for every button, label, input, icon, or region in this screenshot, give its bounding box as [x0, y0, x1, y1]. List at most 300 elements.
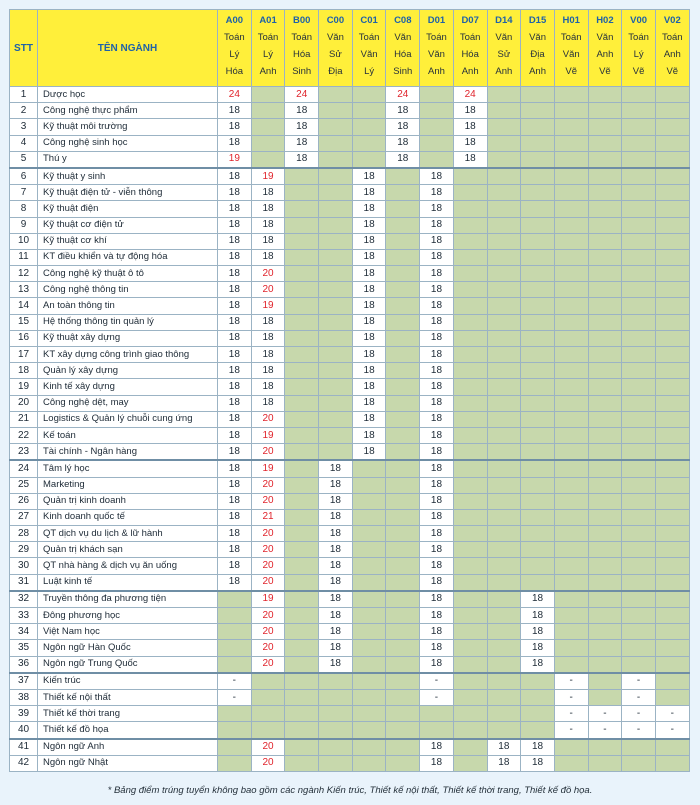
major-name: Quản trị khách sạn — [38, 542, 218, 558]
combo-header-d14 — [487, 10, 521, 87]
empty-cell — [285, 217, 319, 233]
empty-cell — [420, 135, 454, 151]
empty-cell — [453, 233, 487, 249]
empty-cell — [622, 217, 656, 233]
row-number: 33 — [10, 608, 38, 624]
score-cell: 18 — [251, 185, 285, 201]
score-cell: 18 — [251, 201, 285, 217]
score-cell: - — [655, 722, 689, 739]
empty-cell — [521, 395, 555, 411]
table-row — [10, 542, 690, 558]
empty-cell — [352, 755, 386, 771]
empty-cell — [352, 477, 386, 493]
empty-cell — [622, 608, 656, 624]
score-cell: 18 — [319, 526, 353, 542]
score-cell: 20 — [251, 493, 285, 509]
empty-cell — [319, 411, 353, 427]
combo-header-v00 — [622, 10, 656, 87]
empty-cell — [521, 558, 555, 574]
score-cell: 18 — [420, 656, 454, 673]
empty-cell — [285, 624, 319, 640]
empty-cell — [285, 314, 319, 330]
empty-cell — [386, 217, 420, 233]
empty-cell — [655, 330, 689, 346]
score-cell: 24 — [386, 87, 420, 103]
empty-cell — [622, 460, 656, 477]
empty-cell — [487, 395, 521, 411]
empty-cell — [655, 347, 689, 363]
score-cell: 18 — [352, 444, 386, 461]
empty-cell — [554, 591, 588, 608]
score-cell: - — [655, 706, 689, 722]
combo-header-d15 — [521, 10, 555, 87]
score-cell: 18 — [420, 168, 454, 185]
empty-cell — [453, 395, 487, 411]
empty-cell — [487, 509, 521, 525]
empty-cell — [218, 656, 252, 673]
empty-cell — [655, 282, 689, 298]
row-number: 6 — [10, 168, 38, 185]
empty-cell — [622, 249, 656, 265]
empty-cell — [453, 673, 487, 690]
empty-cell — [655, 509, 689, 525]
empty-cell — [487, 249, 521, 265]
combo-subject: Lý — [364, 66, 375, 77]
score-cell: 18 — [319, 477, 353, 493]
score-cell: 18 — [251, 314, 285, 330]
empty-cell — [622, 135, 656, 151]
empty-cell — [521, 298, 555, 314]
score-cell: 18 — [420, 201, 454, 217]
score-cell: 18 — [420, 591, 454, 608]
empty-cell — [622, 656, 656, 673]
empty-cell — [420, 722, 454, 739]
empty-cell — [521, 103, 555, 119]
empty-cell — [655, 135, 689, 151]
major-name: Kỹ thuật môi trường — [38, 119, 218, 135]
row-number: 35 — [10, 640, 38, 656]
score-cell: 18 — [218, 542, 252, 558]
score-cell: 18 — [218, 266, 252, 282]
major-name: Công nghệ thông tin — [38, 282, 218, 298]
row-number: 13 — [10, 282, 38, 298]
table-row — [10, 185, 690, 201]
table-row — [10, 363, 690, 379]
empty-cell — [285, 363, 319, 379]
empty-cell — [285, 395, 319, 411]
row-number: 41 — [10, 739, 38, 756]
empty-cell — [319, 395, 353, 411]
score-cell: 18 — [352, 185, 386, 201]
score-cell: 18 — [420, 574, 454, 591]
empty-cell — [554, 460, 588, 477]
score-cell: - — [622, 722, 656, 739]
empty-cell — [386, 673, 420, 690]
combo-subject: Anh — [529, 66, 546, 77]
empty-cell — [352, 640, 386, 656]
combo-subject: Toán — [224, 32, 245, 43]
empty-cell — [487, 542, 521, 558]
score-cell: 18 — [352, 168, 386, 185]
empty-cell — [352, 87, 386, 103]
empty-cell — [487, 558, 521, 574]
empty-cell — [386, 493, 420, 509]
empty-cell — [453, 706, 487, 722]
empty-cell — [251, 722, 285, 739]
empty-cell — [251, 689, 285, 705]
combo-code: C00 — [326, 15, 345, 26]
empty-cell — [319, 87, 353, 103]
empty-cell — [655, 266, 689, 282]
score-cell: 18 — [521, 739, 555, 756]
empty-cell — [285, 656, 319, 673]
empty-cell — [386, 201, 420, 217]
empty-cell — [453, 298, 487, 314]
empty-cell — [386, 249, 420, 265]
score-cell: 18 — [352, 201, 386, 217]
empty-cell — [655, 103, 689, 119]
empty-cell — [251, 706, 285, 722]
empty-cell — [453, 411, 487, 427]
score-cell: 18 — [386, 119, 420, 135]
score-cell: 18 — [218, 233, 252, 249]
combo-subject: Toán — [426, 32, 447, 43]
empty-cell — [487, 119, 521, 135]
empty-cell — [487, 314, 521, 330]
empty-cell — [588, 558, 622, 574]
empty-cell — [386, 168, 420, 185]
score-cell: 18 — [319, 640, 353, 656]
row-number: 14 — [10, 298, 38, 314]
score-cell: 18 — [218, 477, 252, 493]
score-cell: 18 — [251, 233, 285, 249]
score-cell: 18 — [218, 282, 252, 298]
empty-cell — [655, 624, 689, 640]
score-cell: 18 — [218, 395, 252, 411]
row-number: 5 — [10, 151, 38, 168]
combo-subject: Văn — [596, 32, 614, 43]
combo-subject: Vẽ — [632, 66, 645, 77]
score-cell: 18 — [218, 363, 252, 379]
empty-cell — [588, 460, 622, 477]
combo-subject: Văn — [360, 49, 378, 60]
empty-cell — [588, 739, 622, 756]
major-name: Hệ thống thông tin quản lý — [38, 314, 218, 330]
row-number: 31 — [10, 574, 38, 591]
empty-cell — [521, 282, 555, 298]
empty-cell — [352, 722, 386, 739]
score-cell: - — [622, 673, 656, 690]
empty-cell — [521, 477, 555, 493]
score-cell: 18 — [521, 591, 555, 608]
empty-cell — [554, 574, 588, 591]
empty-cell — [554, 168, 588, 185]
score-cell: 18 — [285, 103, 319, 119]
empty-cell — [588, 411, 622, 427]
empty-cell — [588, 673, 622, 690]
empty-cell — [521, 542, 555, 558]
score-cell: 18 — [453, 119, 487, 135]
empty-cell — [319, 722, 353, 739]
table-row — [10, 689, 690, 705]
score-cell: 18 — [218, 330, 252, 346]
empty-cell — [622, 542, 656, 558]
empty-cell — [251, 135, 285, 151]
empty-cell — [622, 411, 656, 427]
empty-cell — [622, 755, 656, 771]
empty-cell — [622, 266, 656, 282]
empty-cell — [285, 477, 319, 493]
combo-header-c01 — [352, 10, 386, 87]
row-number: 39 — [10, 706, 38, 722]
empty-cell — [285, 574, 319, 591]
empty-cell — [487, 379, 521, 395]
empty-cell — [487, 201, 521, 217]
empty-cell — [386, 558, 420, 574]
score-cell: 18 — [352, 347, 386, 363]
empty-cell — [453, 314, 487, 330]
empty-cell — [218, 640, 252, 656]
empty-cell — [554, 427, 588, 443]
table-row — [10, 460, 690, 477]
score-cell: 18 — [285, 151, 319, 168]
empty-cell — [319, 444, 353, 461]
empty-cell — [655, 460, 689, 477]
combo-header-c00 — [319, 10, 353, 87]
empty-cell — [554, 233, 588, 249]
combo-subject: Văn — [495, 32, 513, 43]
score-cell: 18 — [420, 298, 454, 314]
empty-cell — [554, 624, 588, 640]
table-row — [10, 493, 690, 509]
score-cell: 18 — [420, 526, 454, 542]
empty-cell — [622, 591, 656, 608]
row-number: 12 — [10, 266, 38, 282]
empty-cell — [588, 477, 622, 493]
combo-header-v02 — [655, 10, 689, 87]
score-cell: 18 — [251, 330, 285, 346]
score-cell: 18 — [420, 363, 454, 379]
empty-cell — [521, 185, 555, 201]
empty-cell — [655, 168, 689, 185]
empty-cell — [453, 185, 487, 201]
empty-cell — [285, 673, 319, 690]
empty-cell — [554, 493, 588, 509]
score-cell: 18 — [319, 574, 353, 591]
empty-cell — [420, 103, 454, 119]
empty-cell — [487, 330, 521, 346]
score-cell: - — [622, 689, 656, 705]
empty-cell — [622, 347, 656, 363]
empty-cell — [352, 119, 386, 135]
score-cell: - — [218, 689, 252, 705]
table-row — [10, 755, 690, 771]
empty-cell — [386, 233, 420, 249]
row-number: 20 — [10, 395, 38, 411]
empty-cell — [487, 347, 521, 363]
empty-cell — [251, 103, 285, 119]
empty-cell — [285, 168, 319, 185]
empty-cell — [453, 526, 487, 542]
empty-cell — [588, 624, 622, 640]
major-name: Việt Nam học — [38, 624, 218, 640]
empty-cell — [588, 135, 622, 151]
table-row — [10, 103, 690, 119]
table-row — [10, 282, 690, 298]
score-cell: 18 — [420, 624, 454, 640]
empty-cell — [420, 119, 454, 135]
score-cell: 20 — [251, 266, 285, 282]
score-cell: 18 — [453, 135, 487, 151]
combo-subject: Anh — [596, 49, 614, 60]
empty-cell — [453, 477, 487, 493]
combo-code: D01 — [427, 15, 446, 26]
major-name: Thú y — [38, 151, 218, 168]
major-name: Kỹ thuật điện tử - viễn thông — [38, 185, 218, 201]
empty-cell — [588, 574, 622, 591]
score-cell: - — [622, 706, 656, 722]
row-number: 21 — [10, 411, 38, 427]
empty-cell — [386, 379, 420, 395]
empty-cell — [285, 509, 319, 525]
row-number: 4 — [10, 135, 38, 151]
empty-cell — [554, 411, 588, 427]
empty-cell — [386, 624, 420, 640]
empty-cell — [453, 739, 487, 756]
table-row — [10, 201, 690, 217]
empty-cell — [655, 151, 689, 168]
empty-cell — [622, 379, 656, 395]
empty-cell — [453, 640, 487, 656]
score-cell: 18 — [218, 201, 252, 217]
empty-cell — [386, 574, 420, 591]
score-cell: 18 — [319, 608, 353, 624]
table-row — [10, 427, 690, 443]
empty-cell — [554, 363, 588, 379]
empty-cell — [521, 493, 555, 509]
table-row — [10, 656, 690, 673]
combo-subject: Hóa — [394, 49, 412, 60]
empty-cell — [386, 395, 420, 411]
score-cell: 19 — [251, 591, 285, 608]
empty-cell — [386, 477, 420, 493]
score-cell: 18 — [420, 233, 454, 249]
major-name: Kỹ thuật y sinh — [38, 168, 218, 185]
table-row — [10, 640, 690, 656]
empty-cell — [622, 640, 656, 656]
score-cell: - — [554, 673, 588, 690]
major-name: Công nghệ kỹ thuật ô tô — [38, 266, 218, 282]
empty-cell — [588, 427, 622, 443]
empty-cell — [386, 640, 420, 656]
score-cell: 18 — [218, 411, 252, 427]
score-cell: 18 — [453, 103, 487, 119]
combo-subject: Văn — [326, 32, 344, 43]
empty-cell — [521, 460, 555, 477]
table-row — [10, 168, 690, 185]
empty-cell — [420, 151, 454, 168]
empty-cell — [386, 460, 420, 477]
empty-cell — [218, 722, 252, 739]
score-cell: 18 — [352, 266, 386, 282]
score-cell: 18 — [218, 185, 252, 201]
empty-cell — [588, 87, 622, 103]
empty-cell — [487, 460, 521, 477]
empty-cell — [487, 574, 521, 591]
empty-cell — [554, 266, 588, 282]
score-cell: 18 — [285, 135, 319, 151]
score-cell: 18 — [218, 249, 252, 265]
empty-cell — [655, 673, 689, 690]
score-cell: 18 — [352, 314, 386, 330]
row-number: 8 — [10, 201, 38, 217]
row-number: 28 — [10, 526, 38, 542]
row-number: 9 — [10, 217, 38, 233]
empty-cell — [285, 542, 319, 558]
combo-subject: Anh — [495, 66, 513, 77]
score-cell: 18 — [521, 640, 555, 656]
score-cell: 20 — [251, 608, 285, 624]
empty-cell — [588, 298, 622, 314]
empty-cell — [487, 217, 521, 233]
empty-cell — [386, 739, 420, 756]
score-cell: 18 — [420, 282, 454, 298]
empty-cell — [622, 574, 656, 591]
empty-cell — [655, 493, 689, 509]
row-number: 34 — [10, 624, 38, 640]
score-cell: 20 — [251, 526, 285, 542]
empty-cell — [352, 706, 386, 722]
combo-header-a00 — [218, 10, 252, 87]
empty-cell — [655, 119, 689, 135]
score-cell: 19 — [251, 168, 285, 185]
combo-header-d07 — [453, 10, 487, 87]
empty-cell — [420, 87, 454, 103]
empty-cell — [554, 185, 588, 201]
empty-cell — [487, 233, 521, 249]
empty-cell — [453, 722, 487, 739]
major-name: Công nghệ thực phẩm — [38, 103, 218, 119]
empty-cell — [487, 168, 521, 185]
empty-cell — [386, 411, 420, 427]
empty-cell — [319, 363, 353, 379]
empty-cell — [285, 347, 319, 363]
combo-subject: Vẽ — [666, 66, 679, 77]
combo-subject: Văn — [394, 32, 412, 43]
empty-cell — [487, 722, 521, 739]
combo-subject: Hóa — [225, 66, 244, 77]
major-name: Kế toán — [38, 427, 218, 443]
empty-cell — [588, 591, 622, 608]
empty-cell — [453, 427, 487, 443]
empty-cell — [588, 103, 622, 119]
empty-cell — [655, 689, 689, 705]
empty-cell — [285, 558, 319, 574]
row-number: 10 — [10, 233, 38, 249]
combo-subject: Vẽ — [565, 66, 578, 77]
empty-cell — [251, 673, 285, 690]
empty-cell — [319, 282, 353, 298]
empty-cell — [622, 477, 656, 493]
empty-cell — [285, 266, 319, 282]
combo-code: H02 — [596, 15, 614, 26]
empty-cell — [487, 266, 521, 282]
combo-subject: Toán — [459, 32, 481, 43]
score-cell: 20 — [251, 755, 285, 771]
score-cell: 18 — [487, 739, 521, 756]
empty-cell — [521, 574, 555, 591]
empty-cell — [352, 574, 386, 591]
